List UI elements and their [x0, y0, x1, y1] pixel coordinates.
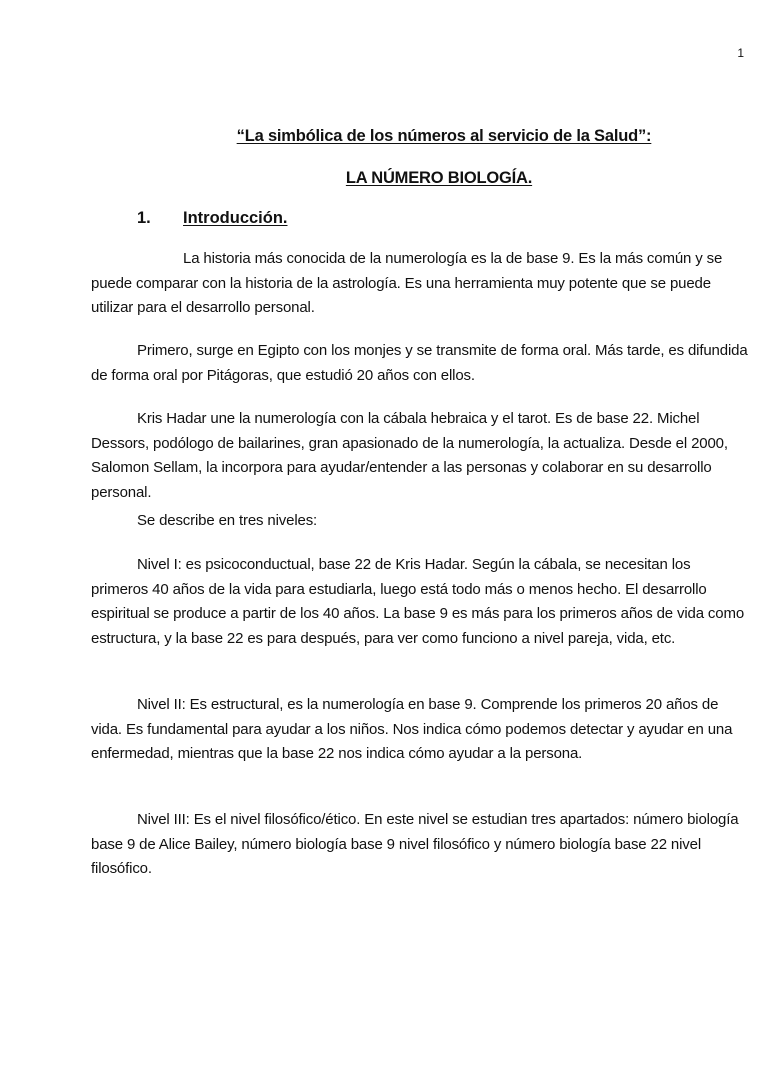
section-label: Introducción. [183, 209, 288, 227]
paragraph-intro: La historia más conocida de la numerología es la de base 9. Es la más común y se puede comparar con la historia de la astrología. Es una herramienta muy potente que se puede utilizar para el desarrollo personal. [91, 250, 723, 316]
document-title: “La simbólica de los números al servicio de la Salud”: [236, 127, 652, 145]
section-heading [137, 209, 288, 228]
paragraph-levels-intro: Se describe en tres niveles: [137, 512, 318, 529]
paragraph-kris-hadar: Kris Hadar une la numerología con la cábala hebraica y el tarot. Es de base 22. Michel Dessors, podólogo de bailarines, gran apasionado de la numerología, la actualiza. Desde el 2000, Salomon Sellam, la incorpora para ayudar/entender a las personas y colaborar en su desarrollo personal. [91, 410, 728, 501]
section-number: 1. [137, 209, 151, 227]
paragraph-level-2: Nivel II: Es estructural, es la numerología en base 9. Comprende los primeros 20 años de vida. Es fundamental para ayudar a los niños. Nos indica cómo podemos detectar y ayudar en una enfermedad, mientras que la base 22 nos indica cómo ayudar a la persona. [91, 696, 733, 762]
page-number: 1 [737, 46, 744, 60]
paragraph-origin: Primero, surge en Egipto con los monjes y se transmite de forma oral. Más tarde, es difundida de forma oral por Pitágoras, que estudió 20 años con ellos. [91, 342, 748, 384]
paragraph-level-3: Nivel III: Es el nivel filosófico/ético. En este nivel se estudian tres apartados: número biología base 9 de Alice Bailey, número biología base 9 nivel filosófico y número biología base 22 nivel filosófico. [91, 811, 739, 877]
document-subtitle: LA NÚMERO BIOLOGÍA. [345, 169, 533, 187]
paragraph-level-1: Nivel I: es psicoconductual, base 22 de Kris Hadar. Según la cábala, se necesitan los primeros 40 años de la vida para estudiarla, luego está todo más o menos hecho. El desarrollo espiritual se produce a partir de los 40 años. La base 9 es más para los primeros años de vida como estructura, y la base 22 es para después, para ver como funciono a nivel pareja, vida, etc. [91, 556, 745, 647]
